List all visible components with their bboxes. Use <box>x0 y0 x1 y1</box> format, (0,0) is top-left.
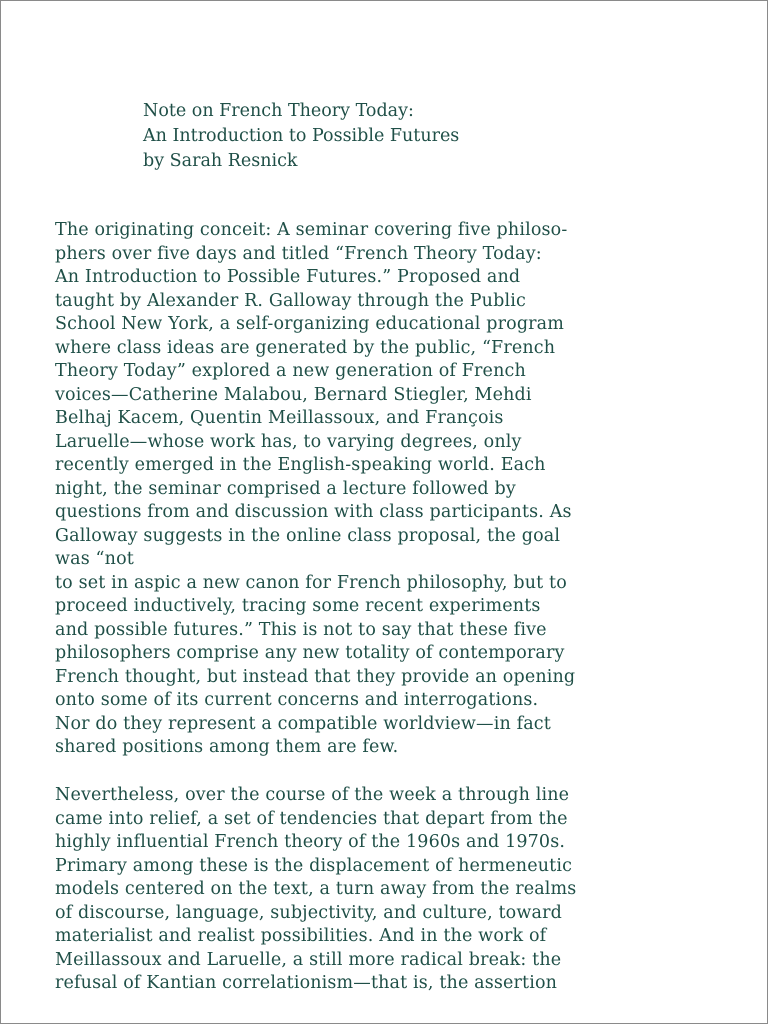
text-line: Theory Today” explored a new generation of French <box>55 361 526 381</box>
text-line: French thought, but instead that they provide an opening <box>55 666 576 687</box>
text-line: Meillassoux and Laruelle, a still more radical break: the <box>55 949 562 970</box>
text-line: Belhaj Kacem, Quentin Meillassoux, and François <box>55 408 504 428</box>
text-line: Nor do they represent a compatible worldview—in fact <box>55 713 551 734</box>
article-title-line-1: Note on French Theory Today: <box>143 101 414 121</box>
text-line: highly influential French theory of the 1960s and 1970s. <box>55 832 566 852</box>
text-line: recently emerged in the English-speaking world. Each <box>55 455 546 475</box>
article-heading <box>143 99 459 174</box>
text-line: proceed inductively, tracing some recent experiments <box>55 596 541 616</box>
text-line: models centered on the text, a turn away from the realms <box>55 879 577 899</box>
text-line: night, the seminar comprised a lecture followed by <box>55 478 516 499</box>
text-line: refusal of Kantian correlationism—that is, the assertion <box>55 973 558 993</box>
text-line: An Introduction to Possible Futures.” Proposed and <box>55 267 521 287</box>
text-line: Primary among these is the displacement of hermeneutic <box>55 855 573 876</box>
text-line: where class ideas are generated by the public, “French <box>55 337 556 358</box>
text-line: was “not <box>55 549 134 569</box>
text-line: came into relief, a set of tendencies that depart from the <box>55 808 568 829</box>
text-line: phers over five days and titled “French Theory Today: <box>55 243 542 264</box>
text-line: School New York, a self-organizing educational program <box>55 314 565 334</box>
text-line: philosophers comprise any new totality of contemporary <box>55 643 565 663</box>
text-line: Galloway suggests in the online class proposal, the goal <box>55 525 561 546</box>
text-line: materialist and realist possibilities. And in the work of <box>55 926 547 946</box>
text-line: Laruelle—whose work has, to varying degrees, only <box>55 431 522 452</box>
text-line: shared positions among them are few. <box>55 737 399 757</box>
text-line: taught by Alexander R. Galloway through the Public <box>55 290 526 311</box>
text-line: to set in aspic a new canon for French philosophy, but to <box>55 572 567 593</box>
text-line: The originating conceit: A seminar covering five philoso- <box>55 220 568 240</box>
text-line: onto some of its current concerns and interrogations. <box>55 690 539 710</box>
body-paragraph-1 <box>55 219 575 760</box>
article-byline: by Sarah Resnick <box>143 151 298 171</box>
text-line: questions from and discussion with class participants. As <box>55 502 572 522</box>
text-line: and possible futures.” This is not to say that these five <box>55 619 547 640</box>
article-title-line-2: An Introduction to Possible Futures <box>143 126 460 146</box>
text-line: voices—Catherine Malabou, Bernard Stiegler, Mehdi <box>55 384 532 405</box>
text-line: of discourse, language, subjectivity, and culture, toward <box>55 902 562 923</box>
text-line: Nevertheless, over the course of the week a through line <box>55 785 570 805</box>
body-paragraph-2 <box>55 784 576 996</box>
